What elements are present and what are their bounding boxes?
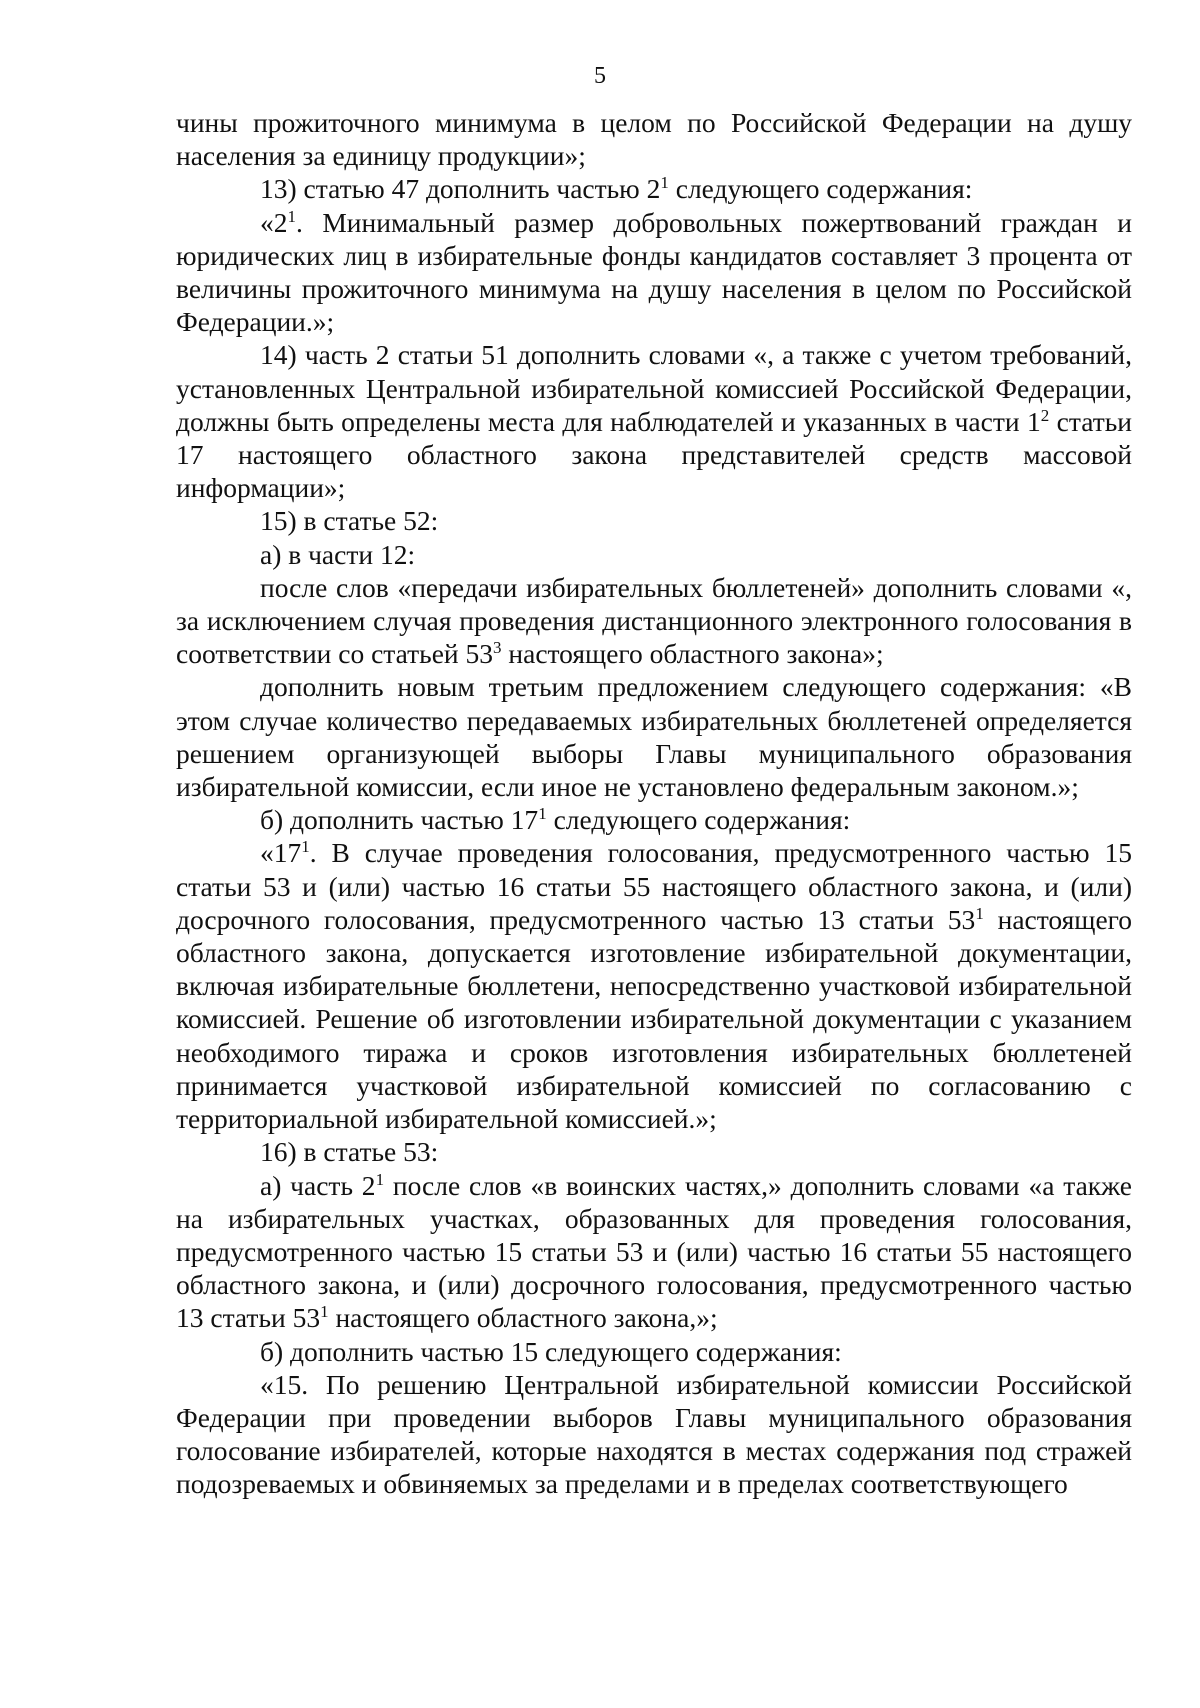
- paragraph-text: чины прожиточного минимума в целом по Российской Федерации на душу населения за единицу продукции»;: [176, 107, 1132, 172]
- paragraph-text: настоящего областного закона,»;: [328, 1302, 718, 1334]
- paragraph-text: «2: [260, 206, 288, 238]
- paragraph: [176, 670, 1132, 803]
- paragraph-text: «17: [260, 837, 302, 869]
- superscript-index: 1: [287, 206, 296, 226]
- paragraph-text: а) часть 2: [260, 1169, 376, 1201]
- paragraph-text: . В случае проведения голосования, предусмотренного частью 15 статьи 53 и (или) частью 16 статьи 55 настоящего областного закона, и (или) досрочного голосования, предусмотренного частью 13 статьи 53: [176, 837, 1132, 935]
- paragraph: [176, 106, 1132, 172]
- paragraph-text: 13) статью 47 дополнить частью 2: [260, 173, 661, 205]
- paragraph-text: 15) в статье 52:: [260, 505, 439, 537]
- paragraph: [176, 836, 1132, 1135]
- paragraph-text: 16) в статье 53:: [260, 1136, 439, 1168]
- paragraph: [176, 1335, 1132, 1368]
- paragraph: [176, 803, 1132, 836]
- document-body: [176, 106, 1132, 1501]
- paragraph-text: «15. По решению Центральной избирательной комиссии Российской Федерации при проведении выборов Главы муниципального образования голосование избирателей, которые находятся в местах содержания под стражей подозреваемых и обвиняемых за пределами и в пределах соответствующего: [176, 1368, 1132, 1500]
- superscript-index: 1: [301, 837, 310, 857]
- superscript-index: 3: [493, 638, 502, 658]
- paragraph: [176, 172, 1132, 205]
- superscript-index: 1: [975, 903, 984, 923]
- paragraph: [176, 571, 1132, 671]
- paragraph-text: следующего содержания:: [668, 173, 973, 205]
- paragraph-text: . Минимальный размер добровольных пожертвований граждан и юридических лиц в избирательные фонды кандидатов составляет 3 процента от величины прожиточного минимума на душу населения в целом по Российской Федерации.»;: [176, 206, 1132, 338]
- paragraph-text: б) дополнить частью 17: [260, 804, 539, 836]
- paragraph-text: статьи 17 настоящего областного закона представителей средств массовой информации»;: [176, 405, 1132, 504]
- paragraph: [176, 1169, 1132, 1335]
- paragraph-text: 14) часть 2 статьи 51 дополнить словами «, а также с учетом требований, установленных Центральной избирательной комиссией Российской Федерации, должны быть определены места для наблюдателей и указанных в части 1: [176, 339, 1132, 437]
- paragraph-text: дополнить новым третьим предложением следующего содержания: «В этом случае количество передаваемых избирательных бюллетеней определяется решением организующей выборы Главы муниципального образования избирательной комиссии, если иное не установлено федеральным законом.»;: [176, 671, 1132, 803]
- paragraph-text: б) дополнить частью 15 следующего содержания:: [260, 1335, 842, 1367]
- paragraph-text: а) в части 12:: [260, 538, 416, 570]
- paragraph: [176, 338, 1132, 504]
- paragraph-text: после слов «передачи избирательных бюллетеней» дополнить словами «, за исключением случая проведения дистанционного электронного голосования в соответствии со статьей 53: [176, 571, 1132, 670]
- paragraph: [176, 1135, 1132, 1168]
- paragraph: [176, 538, 1132, 571]
- superscript-index: 1: [375, 1169, 385, 1189]
- superscript-index: 1: [320, 1302, 329, 1322]
- paragraph-text: после слов «в воинских частях,» дополнить словами «а также на избирательных участках, образованных для проведения голосования, предусмотренного частью 15 статьи 53 и (или) частью 16 статьи 55 настоящего областного закона, и (или) досрочного голосования, предусмотренного частью 13 статьи 53: [176, 1169, 1132, 1334]
- paragraph-text: настоящего областного закона, допускается изготовление избирательной документации, включая избирательные бюллетени, непосредственно участковой избирательной комиссией. Решение об изготовлении избирательной документации с указанием необходимого тиража и сроков изготовления избирательных бюллетеней принимается участковой избирательной комиссией по согласованию с территориальной избирательной комиссией.»;: [176, 903, 1132, 1135]
- paragraph: [176, 504, 1132, 537]
- paragraph: [176, 206, 1132, 339]
- superscript-index: 1: [660, 173, 669, 193]
- superscript-index: 1: [538, 804, 547, 824]
- paragraph-text: настоящего областного закона»;: [501, 638, 884, 670]
- page-number: 5: [594, 63, 606, 89]
- paragraph-text: следующего содержания:: [546, 804, 851, 836]
- paragraph: [176, 1368, 1132, 1501]
- superscript-index: 2: [1040, 405, 1050, 425]
